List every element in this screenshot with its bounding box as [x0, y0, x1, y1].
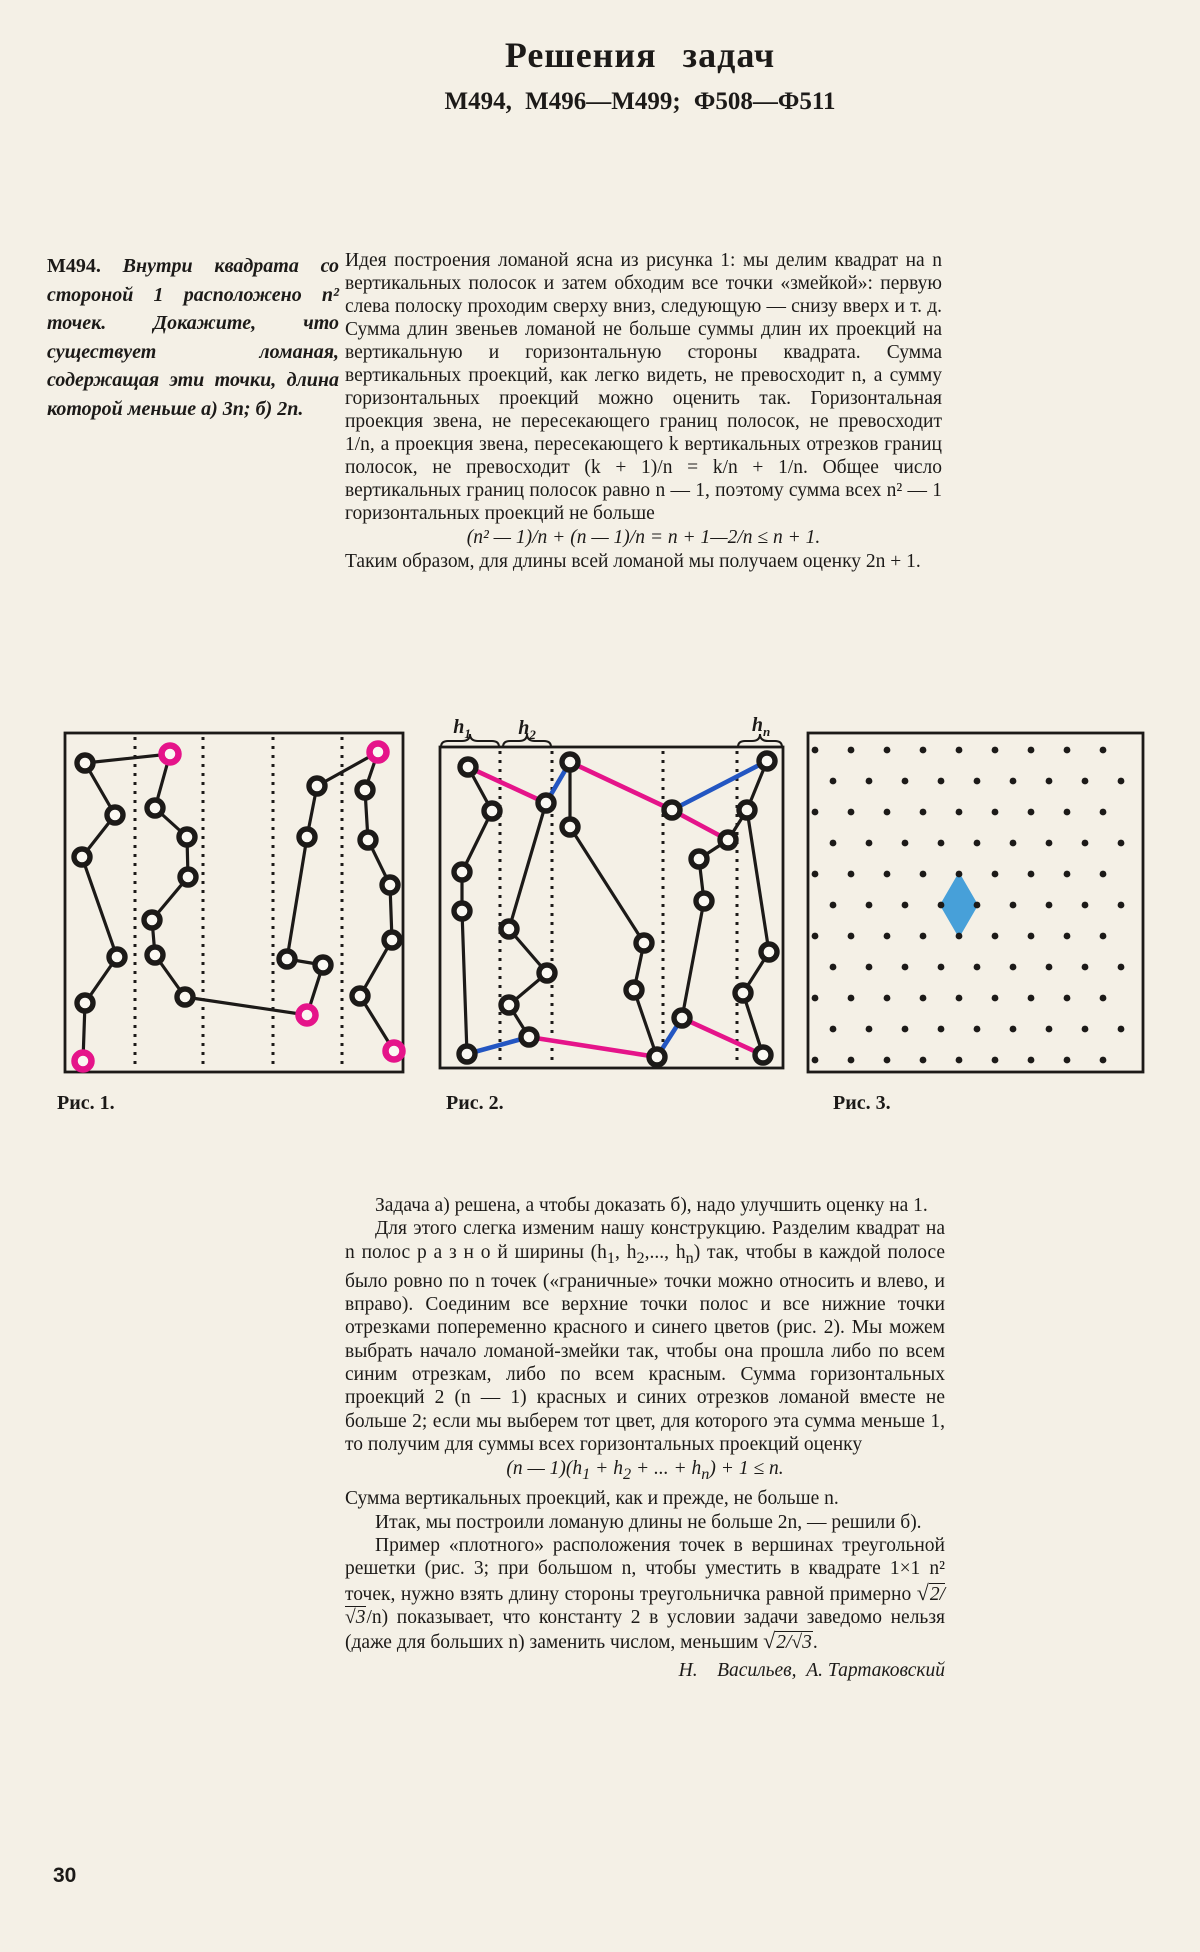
- problem-statement: [47, 252, 339, 423]
- svg-text:h2: $h_2$: [518, 717, 536, 742]
- solution-paragraph: Задача а) решена, а чтобы доказать б), надо улучшить оценку на 1.: [375, 1195, 928, 1216]
- solution-text-lower: [345, 1194, 945, 1683]
- page-number: 30: [53, 1864, 77, 1887]
- solution-text-upper: [345, 249, 942, 573]
- page-subtitle: М494, М496—М499; Ф508—Ф511: [444, 88, 836, 115]
- page-header: [330, 34, 950, 116]
- solution-paragraph: Сумма вертикальных проекций, как и прежде, не больше n.: [345, 1488, 839, 1510]
- figure-2-colored-zigzag: [434, 696, 790, 1074]
- figure-2-caption: Рис. 2.: [446, 1092, 504, 1114]
- display-formula-2: (n — $1)(h_1 + h_2$ + ... + $h_n) + 1 \le n$.: [506, 1458, 784, 1484]
- display-formula-1: (n² — 1)/n + (n — 1)/n = n + 1—2/n ≤ n + 1.: [466, 527, 821, 548]
- page-title: Решения задач: [504, 35, 776, 75]
- radical-sign: √: [763, 1628, 776, 1654]
- authors-signature: Н. Васильев, А. Тартаковский: [678, 1660, 945, 1682]
- problem-text: Внутри квадрата со стороной 1 расположено n² точек. Докажите, что существует ломаная, содержащая эти точки, длина которой меньше а) 3n; б) 2n.: [47, 255, 339, 420]
- solution-paragraph-final: Пример «плотного» расположения точек в вершинах треугольной решетки (рис. 3; при большом n, чтобы уместить в квадрате 1×1 n² точек, нужно взять длину стороны треугольничка равной примерно √2/√3/n) показывает, что константу 2 в условии задачи заведомо нельзя (даже для больших n) заменить числом, меньшим √2/√3.: [345, 1534, 945, 1654]
- figure-1-zigzag-strips: [60, 728, 410, 1078]
- svg-text:h1: $h_1$: [453, 716, 471, 741]
- figure-1-caption: Рис. 1.: [57, 1092, 115, 1114]
- svg-text:hn: $h_n$: [751, 714, 771, 739]
- figure-3-caption: Рис. 3.: [833, 1092, 891, 1114]
- figure-3-triangular-lattice: [804, 728, 1150, 1078]
- solution-paragraph: Таким образом, для длины всей ломаной мы получаем оценку 2n + 1.: [345, 551, 921, 572]
- solution-paragraph: Идея построения ломаной ясна из рисунка 1: мы делим квадрат на n вертикальных полосок и затем обходим все точки «змейкой»: первую слева полоску проходим сверху вниз, следующую — снизу вверх и т. д. Сумма длин звеньев ломаной не больше суммы длин их проекций на вертикальную и горизонтальную стороны квадрата. Сумма вертикальных проекций, как легко видеть, не превосходит n, а сумму горизонтальных проекций можно оценить так. Горизонтальная проекция звена, не пересекающего границ полосок, не превосходит 1/n, а проекция звена, пересекающего k вертикальных отрезков границ полосок, не превосходит (k + 1)/n = k/n + 1/n. Общее число вертикальных границ полосок равно n — 1, поэтому сумма всех n² — 1 горизонтальных проекций не больше: [345, 250, 942, 524]
- radical-sign: √: [916, 1579, 929, 1605]
- solution-paragraph: Итак, мы построили ломаную длины не больше 2n, — решили б).: [375, 1511, 922, 1533]
- problem-number: М494.: [47, 255, 101, 277]
- solution-paragraph: Для этого слегка изменим нашу конструкцию. Разделим квадрат на n полос р а з н о й ширины ($h_1$, $h_2$,..., $h_n$) так, чтобы в каждой полосе было ровно по n точек («граничные» точки можно относить и влево, и вправо). Соединим все верхние точки полос и все нижние точки отрезками попеременно красного и синего цветов (рис. 2). Мы можем выбрать начало ломаной-змейки так, чтобы она прошла либо по всем синим отрезкам, либо по всем красным. Сумма горизонтальных проекций 2 (n — 1) красных и синих отрезков ломаной вместе не больше 2; если мы выберем тот цвет, для которого эта сумма меньше 1, то получим для суммы всех горизонтальных проекций оценку: [345, 1218, 945, 1455]
